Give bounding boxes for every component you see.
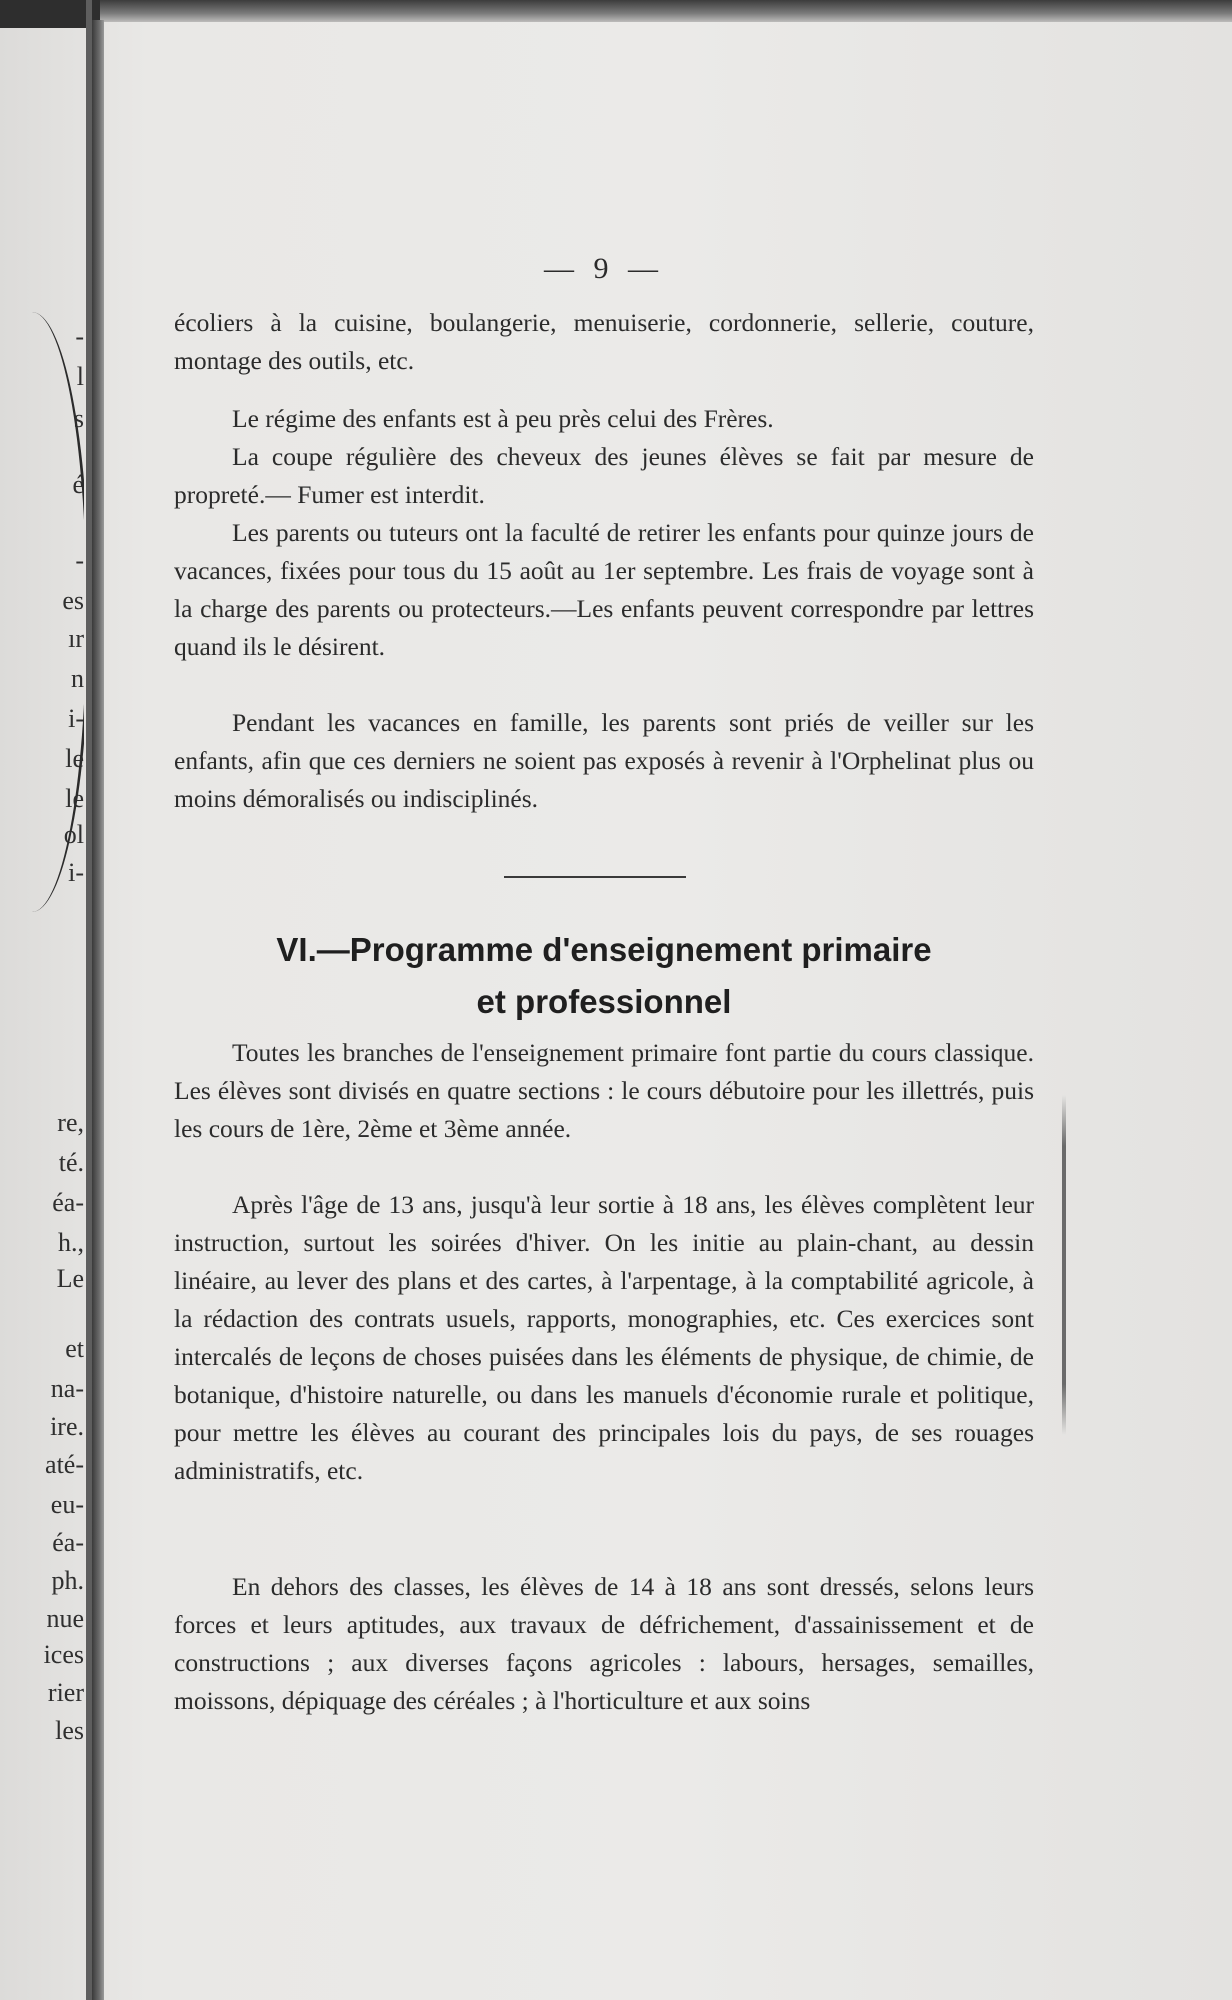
left-page-fragment: ire. — [50, 1412, 84, 1441]
left-page-fragment: eu- — [50, 1490, 84, 1519]
left-page-fragment: ph. — [51, 1566, 84, 1595]
left-page-fragment: até- — [45, 1450, 84, 1479]
left-page-fragment: ices — [43, 1640, 84, 1669]
left-page-fragment: rier — [47, 1678, 84, 1707]
book-gutter — [92, 20, 104, 2000]
paragraph: En dehors des classes, les élèves de 14 à 18 ans sont dressés, selons leurs forces et leurs aptitudes, aux travaux de défrichement, d'assainissement et de constructions ; aux diverses façons agricoles : labours, hersages, semailles, moissons, dépiquage des céréales ; à l'horticulture et aux soins — [174, 1572, 1034, 1715]
paragraph: La coupe régulière des cheveux des jeunes élèves se fait par mesure de propreté.— Fumer est interdit. — [174, 442, 1034, 509]
left-page-fragment: n — [71, 664, 84, 693]
left-page-fragment: ol — [63, 820, 84, 849]
paragraph: Après l'âge de 13 ans, jusqu'à leur sortie à 18 ans, les élèves complètent leur instruction, surtout les soirées d'hiver. On les initie au plain-chant, au dessin linéaire, au lever des plans et des cartes, à l'arpentage, à la comptabilité agricole, à la rédaction des contrats usuels, rapports, monographies, etc. Ces exercices sont intercalés de leçons de choses puisées dans les éléments de physique, de chimie, de botanique, d'histoire naturelle, ou dans les manuels d'économie rurale et politique, pour mettre les élèves au courant des principales lois du pays, de ses rouages administratifs, etc. — [174, 1190, 1034, 1485]
paragraph: écoliers à la cuisine, boulangerie, menuiserie, cordonnerie, sellerie, couture, montage des outils, etc. — [174, 308, 1034, 375]
left-page-fragment: le — [65, 744, 84, 773]
paragraph: Toutes les branches de l'enseignement primaire font partie du cours classique. Les élèves sont divisés en quatre sections : le cours débutoire pour les illettrés, puis les cours de 1ère, 2ème et 3ème année. — [174, 1038, 1034, 1143]
paragraph: Les parents ou tuteurs ont la faculté de retirer les enfants pour quinze jours de vacances, fixées pour tous du 15 août au 1er septembre. Les frais de voyage sont à la charge des parents ou protecteurs.—Les enfants peuvent correspondre par lettres quand ils le désirent. — [174, 518, 1034, 661]
left-page-fragment: et — [65, 1334, 84, 1363]
left-page-fragment: es — [62, 586, 84, 615]
left-page-fragment: les — [55, 1716, 84, 1745]
left-page-fragment: h., — [58, 1228, 84, 1257]
left-page-fragment: té. — [58, 1148, 84, 1177]
scan-top-edge — [0, 0, 1232, 22]
left-page-fragment: s — [73, 404, 84, 433]
paragraph: Le régime des enfants est à peu près celui des Frères. — [232, 404, 774, 433]
left-page-fragment: é — [72, 470, 84, 499]
left-page-fragment: i- — [68, 858, 84, 887]
left-page-fragment: éa- — [52, 1188, 84, 1217]
section-divider — [504, 876, 686, 878]
left-page-fragment: - — [75, 322, 84, 351]
adjacent-page-fragment — [0, 0, 84, 2000]
paragraph: Pendant les vacances en famille, les parents sont priés de veiller sur les enfants, afin que ces derniers ne soient pas exposés à revenir à l'Orphelinat plus ou moins démoralisés ou indisciplinés. — [174, 708, 1034, 813]
left-page-fragment: le — [65, 784, 84, 813]
left-page-fragment: na- — [50, 1374, 84, 1403]
left-page-fragment: éa- — [52, 1528, 84, 1557]
left-page-fragment: - — [75, 546, 84, 575]
left-page-fragment: re, — [57, 1108, 84, 1137]
margin-pencil-mark — [1062, 1095, 1066, 1435]
left-page-fragment: nue — [46, 1604, 84, 1633]
section-heading — [174, 924, 1034, 1028]
page-number: — 9 — — [544, 252, 664, 285]
left-page-fragment: Le — [56, 1264, 84, 1293]
left-page-fragment: l — [76, 362, 84, 391]
section-heading-line: VI.—Programme d'enseignement primaire — [276, 931, 932, 968]
section-heading-line: et professionnel — [476, 983, 732, 1020]
left-page-fragment: ır — [68, 624, 84, 653]
left-page-fragment: i- — [68, 704, 84, 733]
